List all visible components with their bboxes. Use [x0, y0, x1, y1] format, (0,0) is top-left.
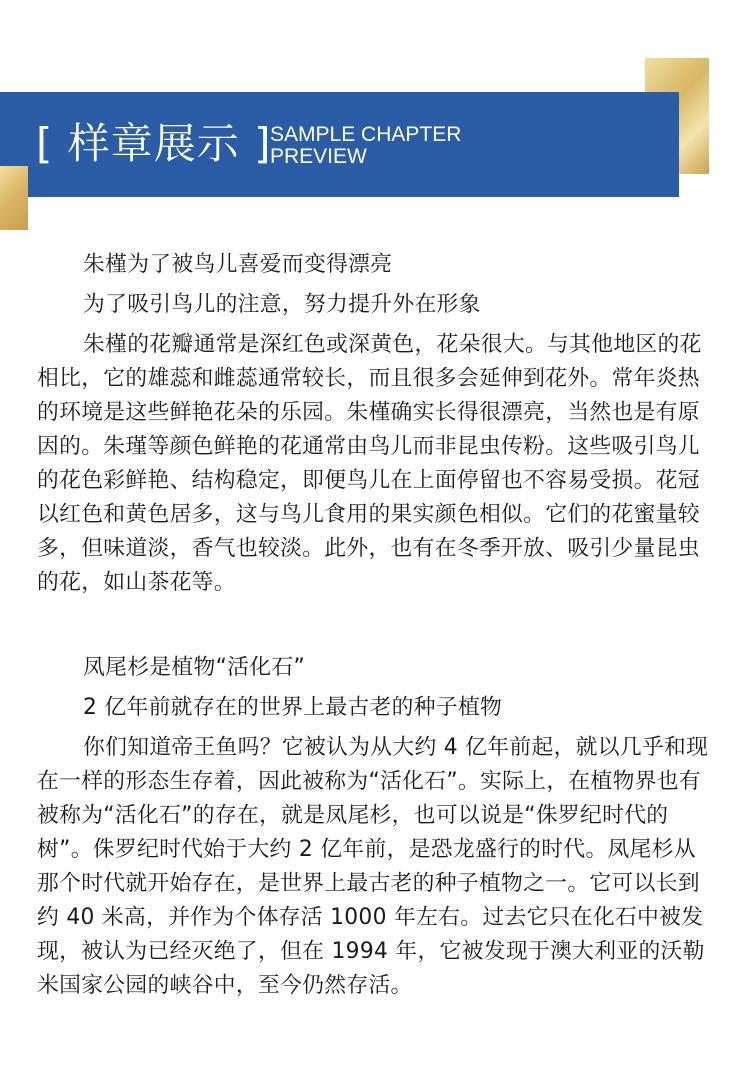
banner-title-en [270, 124, 461, 168]
section-2-subtitle: 2 亿年前就存在的世界上最古老的种子植物 [83, 695, 503, 720]
gold-accent-left [0, 166, 28, 230]
section-1-title: 朱槿为了被鸟儿喜爱而变得漂亮 [83, 252, 393, 277]
article-content [37, 248, 713, 1003]
banner-title-en-line2: PREVIEW [270, 145, 367, 168]
section-2-body: 你们知道帝王鱼吗？它被认为从大约 4 亿年前起，就以几乎和现在一样的形态生存着，因此被称为“活化石”。实际上，在植物界也有被称为“活化石”的存在，就是凤尾杉，也可以说是“侏罗纪时代的树”。侏罗纪时代始于大约 2 亿年前，是恐龙盛行的时代。凤尾杉从那个时代就开始存在，是世界上最古老的种子植物之一。它可以长到约 40 米高，并作为个体存活 1000 年左右。过去它只在化石中被发现，被认为已经灭绝了，但在 1994 年，它被发现于澳大利亚的沃勒米国家公园的峡谷中，至今仍然存活。 [37, 735, 709, 998]
banner-title-en-line1: SAMPLE CHAPTER [270, 123, 462, 146]
section-1-subtitle: 为了吸引鸟儿的注意，努力提升外在形象 [83, 292, 481, 317]
section-1-body: 朱槿的花瓣通常是深红色或深黄色，花朵很大。与其他地区的花相比，它的雄蕊和雌蕊通常较长，而且很多会延伸到花外。常年炎热的环境是这些鲜艳花朵的乐园。朱槿确实长得很漂亮，当然也是有原因的。朱瑾等颜色鲜艳的花通常由鸟儿而非昆虫传粉。这些吸引鸟儿的花色彩鲜艳、结构稳定，即便鸟儿在上面停留也不容易受损。花冠以红色和黄色居多，这与鸟儿食用的果实颜色相似。它们的花蜜量较多，但味道淡，香气也较淡。此外，也有在冬季开放、吸引少量昆虫的花，如山茶花等。 [37, 332, 702, 595]
section-gap [37, 600, 713, 651]
banner-title-cn: [ 样章展示 ] [36, 119, 272, 168]
section-2-title: 凤尾杉是植物“活化石” [83, 655, 306, 680]
